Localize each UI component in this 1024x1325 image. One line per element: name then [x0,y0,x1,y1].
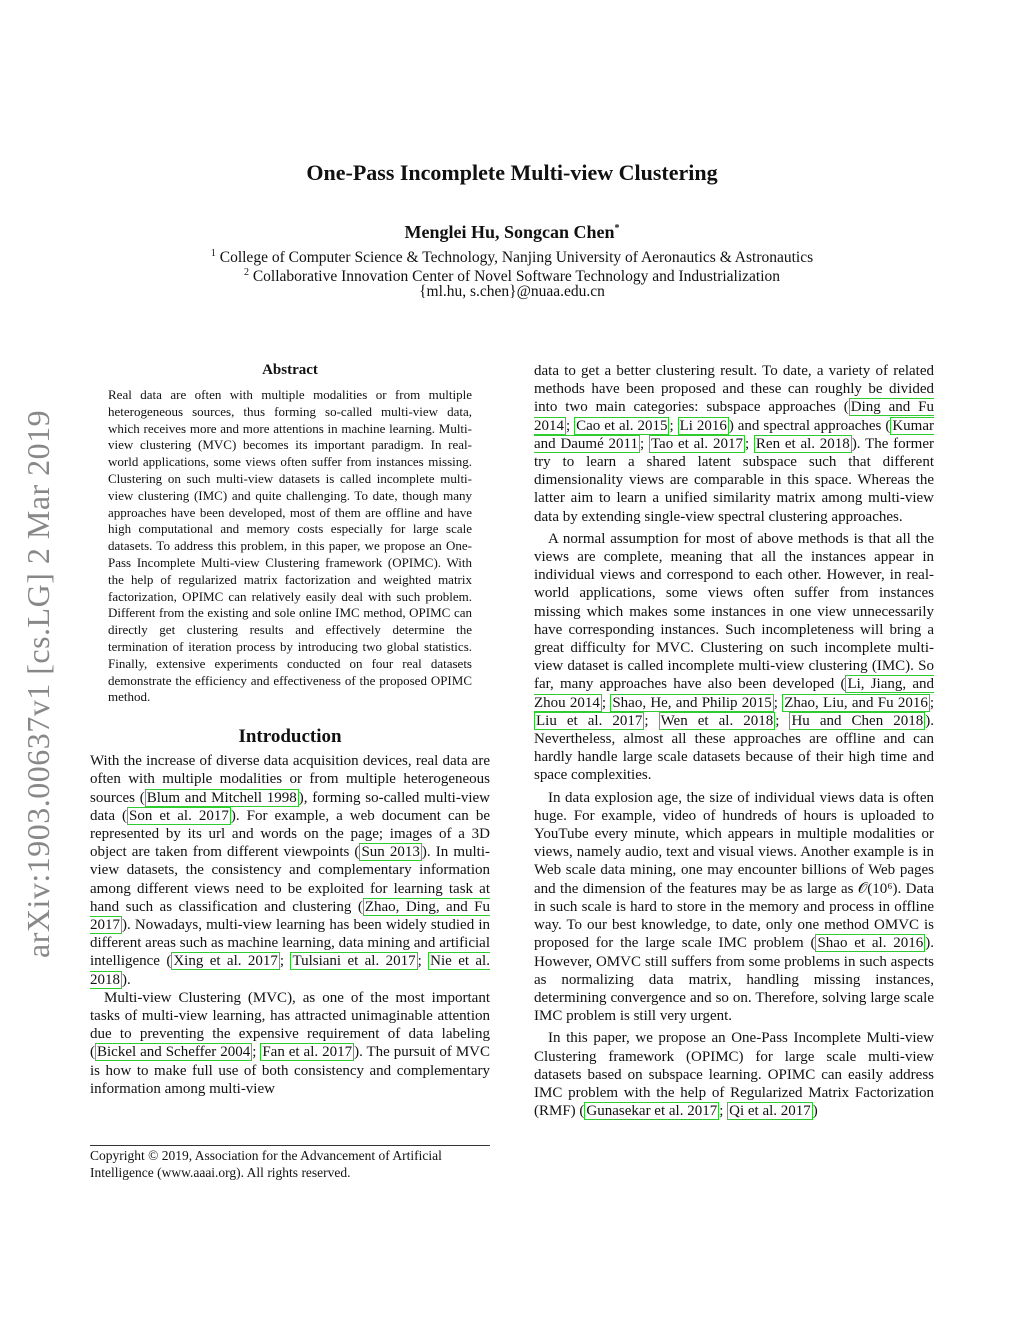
email: {ml.hu, s.chen}@nuaa.edu.cn [419,283,605,300]
citation-link[interactable]: Qi et al. 2017 [729,1103,811,1120]
text-run: ; [566,417,575,434]
introduction-heading: Introduction [238,726,342,748]
citation-link[interactable]: Zhao, Liu, and Fu 2016 [784,694,928,711]
citation-link[interactable]: Ding and Fu 2014 [534,399,935,434]
text-run: ), forming so-called multi-view data ( [90,789,490,824]
right-column [534,362,934,1120]
intro-paragraph-4 [534,530,934,785]
citation-link[interactable]: Shao et al. 2016 [817,935,924,952]
text-run: ; [644,712,659,729]
text-run: Multi-view Clustering (MVC), as one of the most important tasks of multi-view learning, has attracted unimaginable attention due to preventing the expensive requirement of data labeling ( [90,989,490,1061]
text-run: ; [417,953,429,970]
authors: Menglei Hu, Songcan Chen [404,222,615,242]
citation-link[interactable]: Zhao, Ding, and Fu 2017 [90,898,490,933]
text-run: ; [669,417,678,434]
abstract-heading: Abstract [262,362,318,378]
text-run: ) [812,1103,818,1120]
text-run: With the increase of diverse data acquisition devices, real data are often with multiple modalities or from multiple heterogeneous sources ( [90,753,490,806]
citation-link[interactable]: Bickel and Scheffer 2004 [97,1044,251,1061]
text-run: ; [719,1103,728,1120]
author-line [0,222,1024,243]
citation-link[interactable]: Tao et al. 2017 [650,435,743,452]
citation-link[interactable]: Sun 2013 [361,844,420,861]
text-run: ). However, OMVC still suffers from some problems in such aspects as normalizing data matrix, handling missing instances, determining convergence and so on. Therefore, solving large scale IMC problem is still very urgent. [534,935,934,1025]
intro-paragraph-6 [534,1029,934,1120]
text-run: ; [744,435,754,452]
arxiv-stamp: arXiv:1903.00637v1 [cs.LG] 2 Mar 2019 [20,409,56,958]
text-run: In data explosion age, the size of individual views data is often huge. For example, video of hundreds of hours is uploaded to YouTube every minute, which appears in multiple modalities or views, namely audio, text and visual views. Another example is in Web scale data mining, one may encounter billions of Web pages and the dimension of the features may be as large as 𝒪(10⁶). Data in such scale is hard to store in the memory and process in offline way. To our best knowledge, to date, only one method OMVC is proposed for the large scale IMC problem ( [534,789,934,952]
intro-paragraph-1 [90,752,490,989]
text-run: ). In multi-view datasets, the consistency and complementary information among different views need to be exploited for learning task at hand such as classification and clustering ( [90,844,491,915]
text-run: ; [773,694,783,711]
text-run: ). The former try to learn a shared latent subspace such that different dimensionality views are comparable in this space. Whereas the latter aim to learn a unified similarity matrix among multi-view data by extending single-view spectral clustering approaches. [534,435,934,525]
intro-paragraph-3 [534,362,934,526]
citation-link[interactable]: Blum and Mitchell 1998 [146,789,297,806]
citation-link[interactable]: Kumar and Daumé 2011 [534,417,934,452]
text-run: A normal assumption for most of above methods is that all the views are complete, meaning that all the instances appear in individual views and correspond to each other. However, in real-world applications, some views often suffer from instances missing which makes some instances in one view unnecessarily have corresponding instances. Such incompleteness will bring a great difficulty for MVC. Clustering on such incomplete multi-view dataset is called incomplete multi-view clustering (IMC). So far, many approaches have also been developed ( [534,530,934,693]
author-mark: * [614,223,620,234]
left-column [90,362,490,1098]
text-run: ; [601,694,611,711]
paper-title: One-Pass Incomplete Multi-view Clustering [306,160,718,185]
affiliation-1-mark: 1 [210,248,216,259]
citation-link[interactable]: Nie et al. 2018 [90,953,490,988]
text-run: ; [279,953,291,970]
text-run: In this paper, we propose an One-Pass Incomplete Multi-view Clustering framework (OPIMC) for large scale multi-view datasets based on subspace learning. OPIMC can easily address IMC problem with the help of Regularized Matrix Factorization (RMF) ( [534,1030,934,1120]
citation-link[interactable]: Ren et al. 2018 [755,435,850,452]
text-run: ). Nowadays, multi-view learning has been widely studied in different areas such as machine learning, data mining and artificial intelligence ( [90,916,490,970]
text-run: ; [775,712,790,729]
affiliation-2-mark: 2 [243,267,249,278]
intro-paragraph-2 [90,989,490,1098]
text-run: ; [929,694,935,711]
citation-link[interactable]: Li 2016 [679,417,727,434]
affiliation-1-text: College of Computer Science & Technology, Nanjing University of Aeronautics & Astronautics [219,249,814,267]
citation-link[interactable]: Son et al. 2017 [129,807,229,824]
text-run: ) and spectral approaches ( [728,417,891,434]
citation-link[interactable]: Li, Jiang, and Zhou 2014 [534,676,934,711]
citation-link[interactable]: Cao et al. 2015 [576,417,668,434]
intro-paragraph-5 [534,789,934,1026]
citation-link[interactable]: Fan et al. 2017 [262,1044,353,1061]
citation-link[interactable]: Wen et al. 2018 [660,712,774,729]
text-run: ). [122,971,131,988]
text-run: data to get a better clustering result. To date, a variety of related methods have been proposed and these can roughly be divided into two main categories: subspace approaches ( [534,363,934,416]
citation-link[interactable]: Xing et al. 2017 [173,953,278,970]
abstract-text: Real data are often with multiple modalities or from multiple heterogeneous sources, thus forming so-called multi-view data, which receives more and more attentions in machine learning. Multi-view clustering (MVC) becomes its important paradigm. In real-world applications, some views often suffer from instances missing. Clustering on such multi-view datasets is called incomplete multi-view clustering (IMC) and quite challenging. To date, though many approaches have been developed, most of them are offline and have high computational and memory costs especially for large scale datasets. To address this problem, in this paper, we propose an One-Pass Incomplete Multi-view Clustering framework (OPIMC). With the help of regularized matrix factorization and weighted matrix factorization, OPIMC can relatively easily deal with such problem. Different from the existing and sole online IMC method, OPIMC can directly get clustering results and effectively determine the termination of iteration process by introducing two global statistics. Finally, extensive experiments conducted on four real datasets demonstrate the efficiency and effectiveness of the proposed OPIMC method. [108,387,472,705]
citation-link[interactable]: Liu et al. 2017 [536,712,643,729]
affiliation-2-text: Collaborative Innovation Center of Novel Software Technology and Industrialization [252,268,781,286]
citation-link[interactable]: Hu and Chen 2018 [791,712,924,729]
text-run: ). For example, a web document can be represented by its url and words on the page; images of a 3D object are taken from different viewpoints ( [90,807,490,861]
citation-link[interactable]: Tulsiani et al. 2017 [292,953,416,970]
text-run: ). The pursuit of MVC is how to make full use of both consistency and complementary information among multi-view [90,1044,491,1097]
copyright-footnote: Copyright © 2019, Association for the Advancement of Artificial Intelligence (www.aaai.org). All rights reserved. [90,1145,490,1181]
citation-link[interactable]: Shao, He, and Philip 2015 [612,694,772,711]
citation-link[interactable]: Gunasekar et al. 2017 [586,1103,718,1120]
text-run: ; [639,435,649,452]
text-run: ). Nevertheless, almost all these approaches are offline and can hardly handle large scale datasets because of their high time and space complexities. [534,712,935,784]
text-run: ; [252,1044,261,1061]
